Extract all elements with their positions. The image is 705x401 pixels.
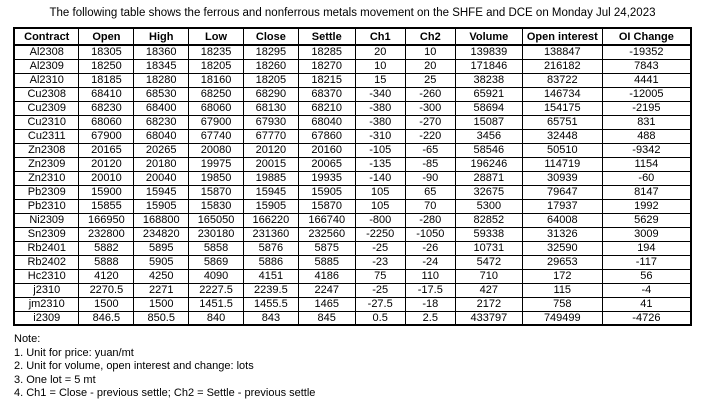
table-cell: jm2310 — [14, 297, 79, 311]
table-cell: Rb2401 — [14, 241, 79, 255]
table-cell: 58546 — [455, 143, 522, 157]
table-cell: -9342 — [602, 143, 691, 157]
table-cell: 15945 — [243, 185, 298, 199]
table-cell: Zn2308 — [14, 143, 79, 157]
table-cell: 68370 — [298, 87, 355, 101]
table-cell: 70 — [405, 199, 455, 213]
column-header: Low — [189, 28, 244, 45]
table-cell: 172 — [522, 269, 602, 283]
table-cell: 5905 — [134, 255, 189, 269]
table-cell: 67930 — [243, 115, 298, 129]
table-cell: 138847 — [522, 45, 602, 59]
table-cell: 230180 — [189, 227, 244, 241]
table-cell: 59338 — [455, 227, 522, 241]
table-cell: 2271 — [134, 283, 189, 297]
table-cell: 110 — [405, 269, 455, 283]
table-cell: 15830 — [189, 199, 244, 213]
table-cell: 5869 — [189, 255, 244, 269]
table-cell: 18250 — [79, 59, 134, 73]
table-cell: -27.5 — [355, 297, 405, 311]
table-cell: 4186 — [298, 269, 355, 283]
table-row — [14, 227, 691, 241]
table-cell: 20 — [405, 59, 455, 73]
table-cell: -135 — [355, 157, 405, 171]
table-cell: 850.5 — [134, 311, 189, 325]
table-row — [14, 101, 691, 115]
table-cell: 67900 — [189, 115, 244, 129]
table-cell: 67740 — [189, 129, 244, 143]
table-cell: 4090 — [189, 269, 244, 283]
table-cell: Cu2310 — [14, 115, 79, 129]
table-cell: 15905 — [298, 185, 355, 199]
table-cell: 115 — [522, 283, 602, 297]
table-cell: 20120 — [243, 143, 298, 157]
table-cell: 20015 — [243, 157, 298, 171]
table-cell: Zn2310 — [14, 171, 79, 185]
table-cell: 15 — [355, 73, 405, 87]
table-cell: 68230 — [79, 101, 134, 115]
table-cell: 18205 — [189, 59, 244, 73]
table-cell: 105 — [355, 199, 405, 213]
table-cell: 20265 — [134, 143, 189, 157]
table-cell: 20010 — [79, 171, 134, 185]
table-cell: 20040 — [134, 171, 189, 185]
table-cell: 20065 — [298, 157, 355, 171]
table-cell: 20160 — [298, 143, 355, 157]
table-cell: 15905 — [134, 199, 189, 213]
table-cell: 65 — [405, 185, 455, 199]
table-cell: 10 — [355, 59, 405, 73]
table-cell: 2270.5 — [79, 283, 134, 297]
table-cell: Cu2309 — [14, 101, 79, 115]
page-title: The following table shows the ferrous and nonferrous metals movement on the SHFE and DCE on Monday Jul 24,2023 — [49, 7, 656, 19]
table-row — [14, 59, 691, 73]
table-cell: 29653 — [522, 255, 602, 269]
table-cell: 18185 — [79, 73, 134, 87]
table-cell: -340 — [355, 87, 405, 101]
table-cell: -380 — [355, 115, 405, 129]
table-cell: -18 — [405, 297, 455, 311]
table-cell: 15900 — [79, 185, 134, 199]
table-row — [14, 115, 691, 129]
table-cell: 5882 — [79, 241, 134, 255]
table-cell: 15870 — [298, 199, 355, 213]
table-cell: 32590 — [522, 241, 602, 255]
table-cell: -90 — [405, 171, 455, 185]
table-cell: 18215 — [298, 73, 355, 87]
table-cell: 165050 — [189, 213, 244, 227]
table-cell: 68400 — [134, 101, 189, 115]
table-row — [14, 269, 691, 283]
table-cell: -12005 — [602, 87, 691, 101]
table-cell: -60 — [602, 171, 691, 185]
table-cell: Pb2309 — [14, 185, 79, 199]
table-cell: -2250 — [355, 227, 405, 241]
table-cell: -800 — [355, 213, 405, 227]
table-cell: -270 — [405, 115, 455, 129]
table-cell: 68530 — [134, 87, 189, 101]
table-cell: 19885 — [243, 171, 298, 185]
table-cell: 82852 — [455, 213, 522, 227]
table-row — [14, 311, 691, 325]
note-item: 2. Unit for volume, open interest and change: lots — [14, 360, 254, 372]
table-cell: 15855 — [79, 199, 134, 213]
table-row — [14, 143, 691, 157]
table-cell: 68060 — [79, 115, 134, 129]
table-cell: -300 — [405, 101, 455, 115]
table-cell: 171846 — [455, 59, 522, 73]
table-cell: 5876 — [243, 241, 298, 255]
table-cell: 20180 — [134, 157, 189, 171]
table-cell: 146734 — [522, 87, 602, 101]
table-header — [14, 28, 691, 45]
table-cell: 31326 — [522, 227, 602, 241]
metals-table — [13, 27, 692, 326]
table-cell: 4441 — [602, 73, 691, 87]
table-row — [14, 87, 691, 101]
table-cell: 68060 — [189, 101, 244, 115]
table-cell: 67770 — [243, 129, 298, 143]
table-cell: -1050 — [405, 227, 455, 241]
table-cell: 18205 — [243, 73, 298, 87]
table-cell: 168800 — [134, 213, 189, 227]
table-cell: 2239.5 — [243, 283, 298, 297]
table-cell: Zn2309 — [14, 157, 79, 171]
table-header-row — [14, 28, 691, 45]
table-cell: 749499 — [522, 311, 602, 325]
table-cell: 56 — [602, 269, 691, 283]
table-cell: 166950 — [79, 213, 134, 227]
note-item: 1. Unit for price: yuan/mt — [14, 346, 134, 359]
table-cell: -4726 — [602, 311, 691, 325]
table-cell: 5629 — [602, 213, 691, 227]
column-header: Settle — [298, 28, 355, 45]
table-cell: 433797 — [455, 311, 522, 325]
table-cell: 2.5 — [405, 311, 455, 325]
table-cell: 68290 — [243, 87, 298, 101]
note-item: 4. Ch1 = Close - previous settle; Ch2 = Settle - previous settle — [14, 387, 316, 399]
table-cell: 5300 — [455, 199, 522, 213]
table-cell: 216182 — [522, 59, 602, 73]
table-cell: 20120 — [79, 157, 134, 171]
table-cell: 18360 — [134, 45, 189, 59]
table-row — [14, 129, 691, 143]
table-cell: -380 — [355, 101, 405, 115]
table-cell: 758 — [522, 297, 602, 311]
table-cell: 139839 — [455, 45, 522, 59]
table-cell: 4151 — [243, 269, 298, 283]
table-cell: j2310 — [14, 283, 79, 297]
table-cell: 64008 — [522, 213, 602, 227]
table-cell: -105 — [355, 143, 405, 157]
table-cell: 5858 — [189, 241, 244, 255]
table-cell: 18280 — [134, 73, 189, 87]
table-cell: 843 — [243, 311, 298, 325]
table-cell: 32448 — [522, 129, 602, 143]
table-cell: 0.5 — [355, 311, 405, 325]
table-cell: 10 — [405, 45, 455, 59]
note-item: 3. One lot = 5 mt — [14, 373, 96, 386]
table-cell: 154175 — [522, 101, 602, 115]
table-cell: 32675 — [455, 185, 522, 199]
table-cell: Al2310 — [14, 73, 79, 87]
table-cell: 25 — [405, 73, 455, 87]
table-cell: 488 — [602, 129, 691, 143]
table-cell: 38238 — [455, 73, 522, 87]
table-cell: 840 — [189, 311, 244, 325]
table-cell: -24 — [405, 255, 455, 269]
table-cell: -140 — [355, 171, 405, 185]
column-header: Volume — [455, 28, 522, 45]
table-cell: Ni2309 — [14, 213, 79, 227]
table-cell: -117 — [602, 255, 691, 269]
table-cell: -65 — [405, 143, 455, 157]
table-cell: -25 — [355, 241, 405, 255]
table-cell: 68410 — [79, 87, 134, 101]
column-header: Ch2 — [405, 28, 455, 45]
table-cell: 50510 — [522, 143, 602, 157]
notes-label: Note: — [14, 333, 41, 345]
table-row — [14, 297, 691, 311]
table-cell: 232800 — [79, 227, 134, 241]
table-cell: 1154 — [602, 157, 691, 171]
table-cell: 427 — [455, 283, 522, 297]
table-cell: -4 — [602, 283, 691, 297]
table-cell: 18235 — [189, 45, 244, 59]
table-cell: -19352 — [602, 45, 691, 59]
column-header: Open interest — [522, 28, 602, 45]
table-cell: 18285 — [298, 45, 355, 59]
column-header: Open — [79, 28, 134, 45]
table-cell: 232560 — [298, 227, 355, 241]
table-cell: 166220 — [243, 213, 298, 227]
table-cell: 831 — [602, 115, 691, 129]
table-cell: Pb2310 — [14, 199, 79, 213]
table-cell: -280 — [405, 213, 455, 227]
table-cell: 58694 — [455, 101, 522, 115]
table-cell: 3009 — [602, 227, 691, 241]
table-cell: 68040 — [134, 129, 189, 143]
table-cell: 1500 — [134, 297, 189, 311]
table-cell: -220 — [405, 129, 455, 143]
table-row — [14, 157, 691, 171]
table-cell: 1451.5 — [189, 297, 244, 311]
table-cell: 18260 — [243, 59, 298, 73]
table-cell: 18345 — [134, 59, 189, 73]
table-cell: 7843 — [602, 59, 691, 73]
table-cell: 1992 — [602, 199, 691, 213]
table-cell: 15870 — [189, 185, 244, 199]
table-cell: -17.5 — [405, 283, 455, 297]
table-cell: 4250 — [134, 269, 189, 283]
table-cell: -26 — [405, 241, 455, 255]
table-cell: 1465 — [298, 297, 355, 311]
table-cell: 68040 — [298, 115, 355, 129]
table-cell: 10731 — [455, 241, 522, 255]
table-cell: 19935 — [298, 171, 355, 185]
table-body — [14, 45, 691, 325]
column-header: High — [134, 28, 189, 45]
table-cell: 65921 — [455, 87, 522, 101]
table-cell: i2309 — [14, 311, 79, 325]
table-cell: 231360 — [243, 227, 298, 241]
table-cell: 114719 — [522, 157, 602, 171]
table-cell: -2195 — [602, 101, 691, 115]
column-header: Contract — [14, 28, 79, 45]
table-cell: Al2308 — [14, 45, 79, 59]
table-cell: -85 — [405, 157, 455, 171]
table-cell: 2247 — [298, 283, 355, 297]
table-cell: 41 — [602, 297, 691, 311]
table-cell: 20165 — [79, 143, 134, 157]
table-cell: 1455.5 — [243, 297, 298, 311]
table-cell: 83722 — [522, 73, 602, 87]
table-cell: 28871 — [455, 171, 522, 185]
notes-list — [14, 347, 705, 401]
table-cell: 4120 — [79, 269, 134, 283]
table-row — [14, 45, 691, 59]
column-header: Ch1 — [355, 28, 405, 45]
table-cell: 846.5 — [79, 311, 134, 325]
table-cell: -260 — [405, 87, 455, 101]
table-cell: 15905 — [243, 199, 298, 213]
table-cell: 18160 — [189, 73, 244, 87]
table-cell: Cu2311 — [14, 129, 79, 143]
table-cell: 15087 — [455, 115, 522, 129]
table-cell: 68250 — [189, 87, 244, 101]
table-cell: 20 — [355, 45, 405, 59]
table-cell: 166740 — [298, 213, 355, 227]
table-cell: 2227.5 — [189, 283, 244, 297]
table-cell: Hc2310 — [14, 269, 79, 283]
table-cell: 18270 — [298, 59, 355, 73]
table-cell: Sn2309 — [14, 227, 79, 241]
table-cell: 20080 — [189, 143, 244, 157]
table-cell: Al2309 — [14, 59, 79, 73]
table-cell: 5895 — [134, 241, 189, 255]
table-cell: 3456 — [455, 129, 522, 143]
table-cell: 710 — [455, 269, 522, 283]
table-cell: Rb2402 — [14, 255, 79, 269]
table-cell: Cu2308 — [14, 87, 79, 101]
table-row — [14, 185, 691, 199]
table-cell: 15945 — [134, 185, 189, 199]
table-cell: 68130 — [243, 101, 298, 115]
table-cell: 79647 — [522, 185, 602, 199]
table-cell: 30939 — [522, 171, 602, 185]
table-row — [14, 255, 691, 269]
table-cell: 67860 — [298, 129, 355, 143]
table-cell: 17937 — [522, 199, 602, 213]
table-row — [14, 171, 691, 185]
table-cell: 18295 — [243, 45, 298, 59]
table-cell: 68210 — [298, 101, 355, 115]
table-cell: 105 — [355, 185, 405, 199]
table-cell: 234820 — [134, 227, 189, 241]
table-cell: 2172 — [455, 297, 522, 311]
table-cell: 845 — [298, 311, 355, 325]
table-cell: 75 — [355, 269, 405, 283]
notes-section — [14, 333, 705, 401]
table-cell: 5885 — [298, 255, 355, 269]
table-row — [14, 241, 691, 255]
table-cell: 18305 — [79, 45, 134, 59]
table-cell: 68230 — [134, 115, 189, 129]
table-cell: -25 — [355, 283, 405, 297]
table-cell: 194 — [602, 241, 691, 255]
table-cell: 196246 — [455, 157, 522, 171]
table-row — [14, 283, 691, 297]
table-cell: 5875 — [298, 241, 355, 255]
table-cell: 5886 — [243, 255, 298, 269]
table-cell: -310 — [355, 129, 405, 143]
table-cell: 5888 — [79, 255, 134, 269]
table-cell: 5472 — [455, 255, 522, 269]
table-cell: 1500 — [79, 297, 134, 311]
table-row — [14, 73, 691, 87]
table-cell: 19850 — [189, 171, 244, 185]
column-header: Close — [243, 28, 298, 45]
table-row — [14, 199, 691, 213]
table-cell: 19975 — [189, 157, 244, 171]
table-cell: 8147 — [602, 185, 691, 199]
table-cell: 67900 — [79, 129, 134, 143]
column-header: OI Change — [602, 28, 691, 45]
table-row — [14, 213, 691, 227]
table-cell: 65751 — [522, 115, 602, 129]
table-cell: -23 — [355, 255, 405, 269]
